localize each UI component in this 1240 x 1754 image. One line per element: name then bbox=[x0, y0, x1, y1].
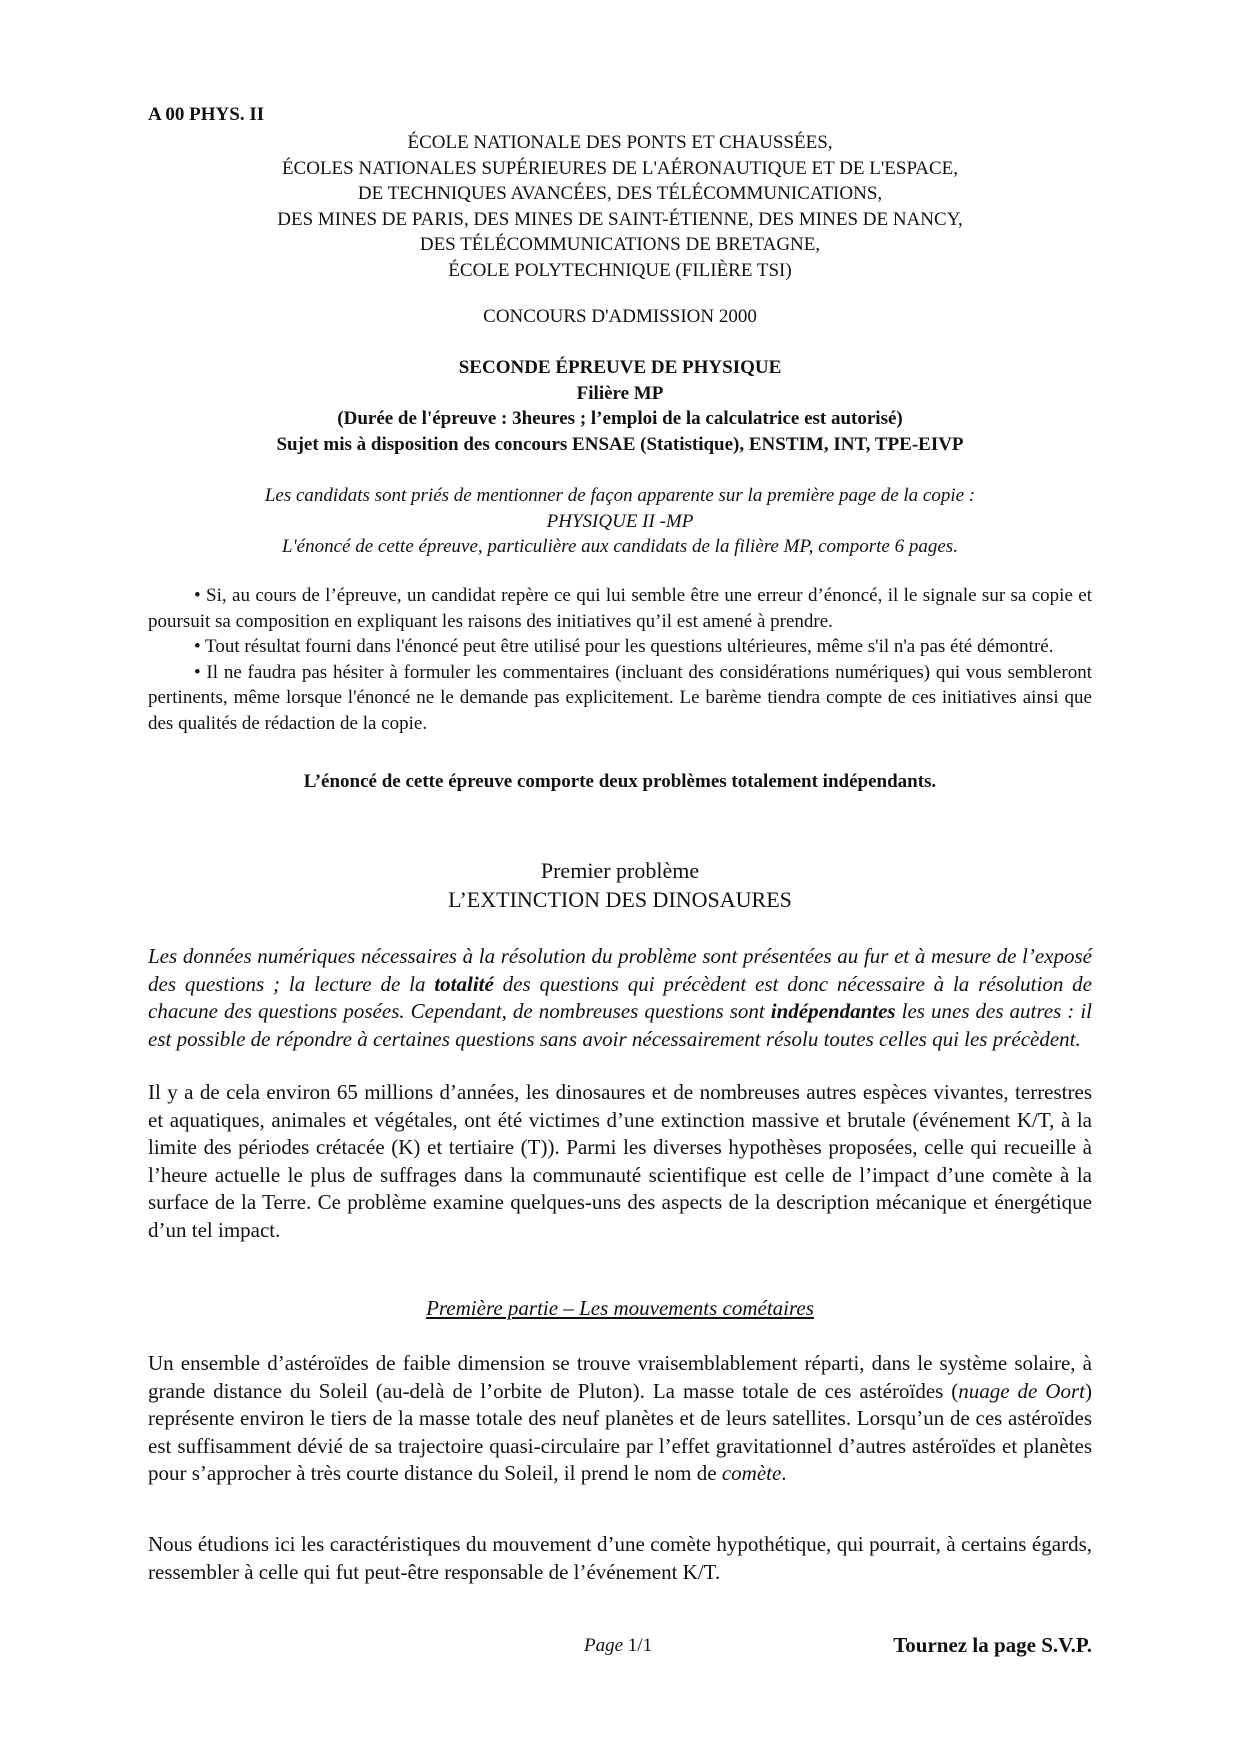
schools-list bbox=[148, 130, 1092, 283]
school-line: ÉCOLE NATIONALE DES PONTS ET CHAUSSÉES, bbox=[407, 132, 833, 153]
epreuve-block bbox=[148, 355, 1092, 457]
school-line: DE TECHNIQUES AVANCÉES, DES TÉLÉCOMMUNICATIONS, bbox=[357, 183, 883, 204]
school-line: ÉCOLES NATIONALES SUPÉRIEURES DE L'AÉRONAUTIQUE ET DE L'ESPACE, bbox=[281, 157, 959, 179]
school-line: DES TÉLÉCOMMUNICATIONS DE BRETAGNE, bbox=[419, 234, 821, 255]
intro-text: les unes des autres : il est possible de répondre à certaines questions sans avoir nécessairement résolu toutes celles qui les précèdent. bbox=[148, 999, 1092, 1051]
intro-text: Les données numériques nécessaires à la résolution du problème sont présentées au fur et à mesure de l’exposé des questions ; la lecture de la bbox=[148, 944, 1092, 996]
study-paragraph: Nous étudions ici les caractéristiques du mouvement d’une comète hypothétique, qui pourrait, à certains égards, ressembler à celle qui fut peut-être responsable de l’événement K/T. bbox=[148, 1532, 1092, 1584]
school-line: ÉCOLE POLYTECHNIQUE (FILIÈRE TSI) bbox=[448, 259, 792, 281]
problem-heading bbox=[148, 856, 1092, 914]
paragraph-text: . bbox=[781, 1461, 787, 1485]
page-word: Page bbox=[584, 1635, 624, 1656]
intro-bold-independantes: indépendantes bbox=[770, 999, 896, 1023]
intro-text: des questions qui précèdent est donc nécessaire à la résolution de chacune des questions posées. Cependant, de nombreuses questions sont bbox=[148, 971, 1093, 1023]
instruction-line: L'énoncé de cette épreuve, particulière aux candidats de la filière MP, comporte 6 pages. bbox=[282, 536, 958, 557]
rules-list bbox=[148, 583, 1092, 736]
paragraph-text: ) représente environ le tiers de la masse totale des neuf planètes et de leurs satellites. Lorsqu’un de ces astéroïdes est suffisamment dévié de sa trajectoire quasi-circulaire par l’effet gravitationnel d’autres astéroïdes et planètes pour s’approcher à très courte distance du Soleil, il prend le nom de bbox=[148, 1378, 1092, 1485]
filiere: Filière MP bbox=[576, 382, 664, 404]
intro-paragraph bbox=[148, 943, 1092, 1053]
intro-bold-totalite: totalité bbox=[434, 971, 494, 996]
rule-item: • Tout résultat fourni dans l'énoncé peut être utilisé pour les questions ultérieures, même s'il n'a pas été démontré. bbox=[194, 636, 1054, 657]
context-paragraph: Il y a de cela environ 65 millions d’années, les dinosaures et de nombreuses autres espèces vivantes, terrestres et aquatiques, animales et végétales, ont été victimes d’une extinction massive et brutale (événement K/T, à la limite des périodes crétacée (K) et tertiaire (T)). Parmi les diverses hypothèses proposées, celle qui recueille à l’heure actuelle le plus de suffrages dans la communauté scientifique est celle de l’impact d’une comète à la surface de la Terre. Ce problème examine quelques-uns des aspects de la description mécanique et énergétique d’un tel impact. bbox=[148, 1080, 1092, 1242]
concours-title: CONCOURS D'ADMISSION 2000 bbox=[483, 306, 757, 327]
duree: (Durée de l'épreuve : 3heures ; l’emploi de la calculatrice est autorisé) bbox=[337, 408, 903, 429]
rule-item: • Il ne faudra pas hésiter à formuler les commentaires (incluant des considérations numériques) qui vous sembleront pertinents, même lorsque l'énoncé ne le demande pas explicitement. Le barème tiendra compte de ces initiatives ainsi que des qualités de rédaction de la copie. bbox=[148, 661, 1092, 734]
problem-title: L’EXTINCTION DES DINOSAURES bbox=[448, 887, 792, 912]
part-title: Première partie – Les mouvements cométaires bbox=[426, 1296, 814, 1320]
turn-page-note: Tournez la page S.V.P. bbox=[893, 1633, 1092, 1657]
instruction-line: Les candidats sont priés de mentionner de façon apparente sur la première page de la copie : bbox=[264, 485, 976, 506]
oort-paragraph bbox=[148, 1350, 1092, 1488]
school-line: DES MINES DE PARIS, DES MINES DE SAINT-ÉTIENNE, DES MINES DE NANCY, bbox=[277, 208, 963, 230]
term-oort: nuage de Oort bbox=[958, 1378, 1085, 1403]
two-problems-note: L’énoncé de cette épreuve comporte deux problèmes totalement indépendants. bbox=[303, 771, 937, 792]
page-number bbox=[584, 1635, 652, 1657]
instructions-block bbox=[148, 483, 1092, 560]
rule-item: • Si, au cours de l’épreuve, un candidat repère ce qui lui semble être une erreur d’énoncé, il le signale sur sa copie et poursuit sa composition en expliquant les raisons des initiatives qu’il est amené à prendre. bbox=[148, 585, 1092, 632]
term-comete: comète bbox=[721, 1461, 782, 1485]
page-count: 1/1 bbox=[623, 1635, 653, 1656]
problem-number: Premier problème bbox=[540, 858, 700, 883]
instruction-line: PHYSIQUE II -MP bbox=[546, 510, 694, 532]
epreuve-title: SECONDE ÉPREUVE DE PHYSIQUE bbox=[458, 357, 782, 378]
concours-list: Sujet mis à disposition des concours ENSAE (Statistique), ENSTIM, INT, TPE-EIVP bbox=[276, 433, 964, 455]
paragraph-text: Un ensemble d’astéroïdes de faible dimension se trouve vraisemblablement réparti, dans le système solaire, à grande distance du Soleil (au-delà de l’orbite de Pluton). La masse totale de ces astéroïdes ( bbox=[148, 1351, 1092, 1403]
exam-code: A 00 PHYS. II bbox=[148, 104, 265, 125]
